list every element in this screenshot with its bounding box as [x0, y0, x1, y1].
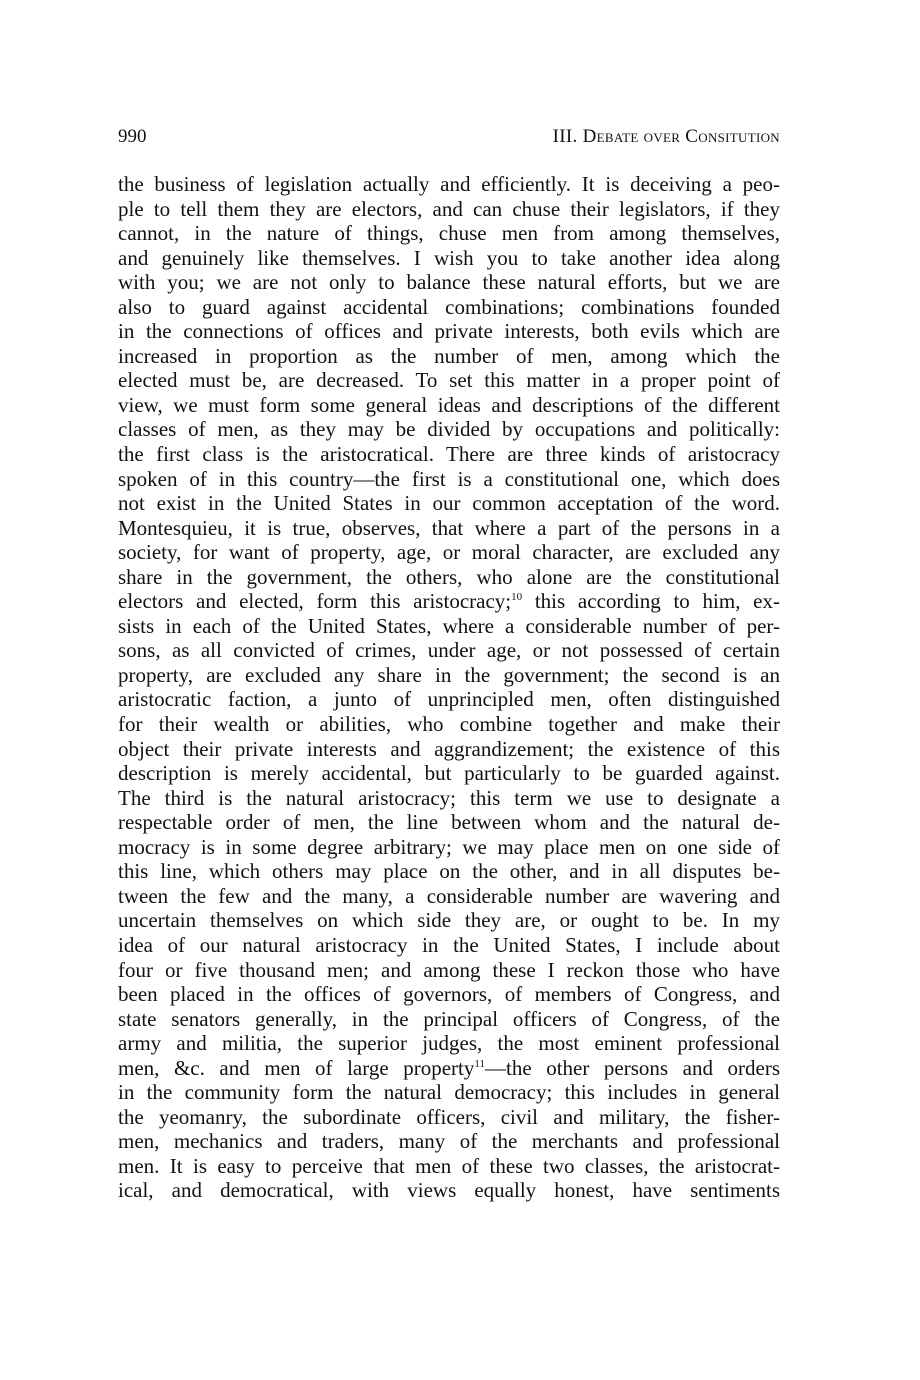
text-line: not exist in the United States in our common acceptation of the word. — [118, 491, 780, 516]
running-head — [118, 124, 780, 150]
text-line: spoken of in this country—the first is a constitutional one, which does — [118, 466, 780, 491]
text-line: men. It is easy to perceive that men of these two classes, the aristocrat- — [118, 1153, 780, 1178]
text-line: in the community form the natural democracy; this includes in general — [118, 1080, 780, 1105]
text-line: aristocratic faction, a junto of unprincipled men, often distinguished — [118, 687, 780, 712]
text-line: in the connections of offices and private interests, both evils which are — [118, 319, 780, 344]
text-line: the business of legislation actually and efficiently. It is deceiving a peo- — [118, 172, 780, 196]
text-line: army and militia, the superior judges, the most eminent professional — [118, 1031, 780, 1056]
text-line: view, we must form some general ideas and descriptions of the different — [118, 392, 780, 417]
text-line: four or five thousand men; and among these I reckon those who have — [118, 957, 780, 982]
text-line: description is merely accidental, but particularly to be guarded against. — [118, 761, 780, 786]
footnote-ref-11[interactable]: 11 — [474, 1057, 485, 1070]
text-line: this line, which others may place on the other, and in all disputes be- — [118, 859, 780, 884]
text-line: respectable order of men, the line between whom and the natural de- — [118, 810, 780, 835]
text-line: elected must be, are decreased. To set this matter in a proper point of — [118, 368, 780, 393]
text-line: classes of men, as they may be divided by occupations and politically: — [118, 417, 780, 442]
text-segment: men, &c. and men of large property — [118, 1055, 475, 1080]
text-line: ical, and democratical, with views equally honest, have sentiments — [118, 1178, 780, 1203]
text-line: ple to tell them they are electors, and can chuse their legislators, if they — [118, 196, 780, 221]
text-line: uncertain themselves on which side they are, or ought to be. In my — [118, 908, 780, 933]
text-line: with you; we are not only to balance these natural efforts, but we are — [118, 270, 780, 295]
text-line: object their private interests and aggrandizement; the existence of this — [118, 736, 780, 761]
text-line: tween the few and the many, a considerable number are wavering and — [118, 883, 780, 908]
text-line: increased in proportion as the number of men, among which the — [118, 343, 780, 368]
text-line: for their wealth or abilities, who combine together and make their — [118, 712, 780, 737]
text-line: share in the government, the others, who alone are the constitutional — [118, 564, 780, 589]
text-line: the first class is the aristocratical. There are three kinds of aristocracy — [118, 442, 780, 467]
text-line: state senators generally, in the principal officers of Congress, of the — [118, 1006, 780, 1031]
text-line: idea of our natural aristocracy in the United States, I include about — [118, 932, 780, 957]
text-line: the yeomanry, the subordinate officers, civil and military, the fisher- — [118, 1104, 780, 1129]
text-line: mocracy is in some degree arbitrary; we may place men on one side of — [118, 834, 780, 859]
text-line-footnote-10 — [118, 589, 780, 614]
text-line-footnote-11 — [118, 1056, 780, 1081]
body-text — [118, 172, 780, 1203]
text-line: property, are excluded any share in the government; the second is an — [118, 662, 780, 687]
text-line: been placed in the offices of governors, of members of Congress, and — [118, 982, 780, 1007]
text-segment: —the other persons and orders — [484, 1055, 780, 1080]
text-line: Montesquieu, it is true, observes, that where a part of the persons in a — [118, 515, 780, 540]
text-line: sons, as all convicted of crimes, under age, or not possessed of certain — [118, 638, 780, 663]
text-line: The third is the natural aristocracy; this term we use to designate a — [118, 785, 780, 810]
text-segment: this according to him, ex- — [522, 589, 780, 614]
page-number: 990 — [118, 126, 147, 147]
text-line: sists in each of the United States, where a considerable number of per- — [118, 613, 780, 638]
footnote-ref-10[interactable]: 10 — [511, 591, 523, 604]
section-title: III. Debate over Consitution — [552, 126, 780, 147]
text-line: and genuinely like themselves. I wish you to take another idea along — [118, 245, 780, 270]
text-line: men, mechanics and traders, many of the merchants and professional — [118, 1129, 780, 1154]
text-line: cannot, in the nature of things, chuse men from among themselves, — [118, 221, 780, 246]
text-segment: electors and elected, form this aristocracy; — [118, 589, 512, 614]
text-line: also to guard against accidental combinations; combinations founded — [118, 294, 780, 319]
text-line: society, for want of property, age, or moral character, are excluded any — [118, 540, 780, 565]
